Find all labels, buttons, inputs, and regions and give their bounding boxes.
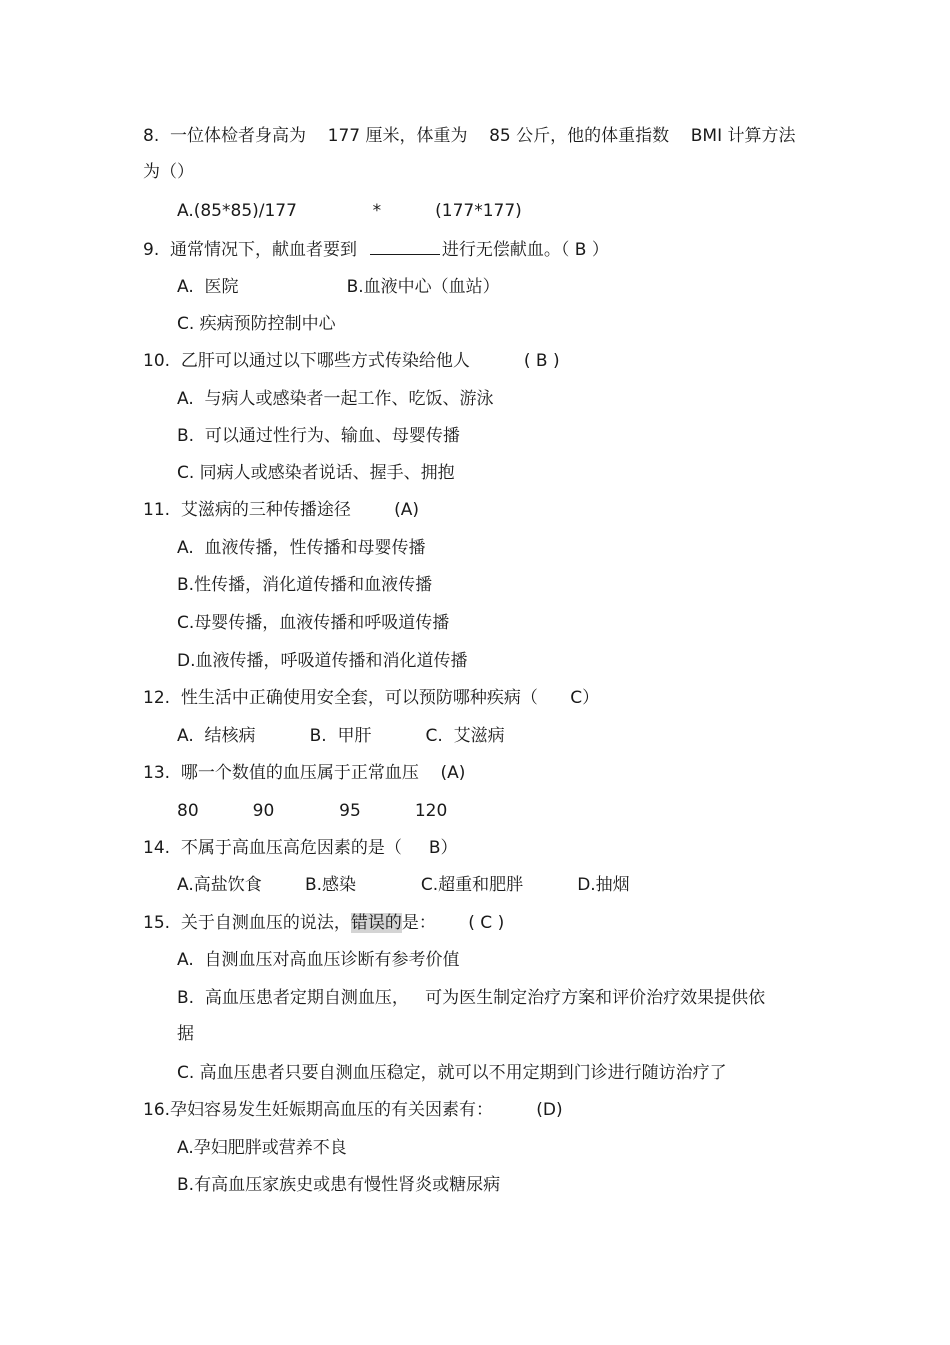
- question-15-stem: [143, 912, 504, 934]
- question-15-option-c: C. 高血压患者只要自测血压稳定，就可以不用定期到门诊进行随访治疗了: [177, 1063, 727, 1083]
- question-9-options: A. 医院 B.血液中心（血站）: [177, 277, 500, 297]
- answer-blank: [370, 238, 440, 255]
- question-11-stem: 11. 艾滋病的三种传播途径 (A): [143, 500, 419, 520]
- question-11-option-a: A. 血液传播，性传播和母婴传播: [177, 538, 426, 558]
- question-8-option-a: A.(85*85)/177 * (177*177): [177, 201, 522, 221]
- question-10-option-c: C. 同病人或感染者说话、握手、拥抱: [177, 463, 455, 483]
- question-15-option-a: A. 自测血压对高血压诊断有参考价值: [177, 950, 460, 970]
- question-16-option-a: A.孕妇肥胖或营养不良: [177, 1138, 347, 1158]
- question-9-option-c: C. 疾病预防控制中心: [177, 314, 336, 334]
- question-11-option-b: B.性传播，消化道传播和血液传播: [177, 575, 433, 595]
- question-11-option-c: C.母婴传播，血液传播和呼吸道传播: [177, 613, 450, 633]
- question-16-stem: 16.孕妇容易发生妊娠期高血压的有关因素有： (D): [143, 1100, 563, 1120]
- highlighted-text: 错误的: [350, 913, 402, 933]
- question-10-stem: 10. 乙肝可以通过以下哪些方式传染给他人 ( B ): [143, 351, 560, 371]
- question-8-stem-cont: 为（）: [143, 162, 194, 182]
- question-12-options: A. 结核病 B. 甲肝 C. 艾滋病: [177, 726, 505, 746]
- question-8-stem: 8. 一位体检者身高为 177 厘米，体重为 85 公斤，他的体重指数 BMI 计算方法: [143, 126, 796, 146]
- question-14-stem: 14. 不属于高血压高危因素的是（ B）: [143, 838, 458, 858]
- question-13-stem: 13. 哪一个数值的血压属于正常血压 (A): [143, 763, 466, 783]
- question-9-stem-before: 9. 通常情况下，献血者要到: [143, 240, 368, 260]
- question-11-option-d: D.血液传播，呼吸道传播和消化道传播: [177, 651, 468, 671]
- question-10-option-b: B. 可以通过性行为、输血、母婴传播: [177, 426, 460, 446]
- question-10-option-a: A. 与病人或感染者一起工作、吃饭、游泳: [177, 389, 494, 409]
- question-9-stem: [143, 238, 609, 261]
- question-15-stem-after: 是： ( C ): [401, 913, 505, 933]
- question-15-stem-before: 15. 关于自测血压的说法，: [143, 913, 351, 933]
- question-16-option-b: B.有高血压家族史或患有慢性肾炎或糖尿病: [177, 1175, 501, 1195]
- question-15-option-b: B. 高血压患者定期自测血压， 可为医生制定治疗方案和评价治疗效果提供依: [177, 988, 766, 1008]
- question-15-option-b-cont: 据: [177, 1024, 194, 1044]
- question-9-stem-after: 进行无偿献血。（ B ）: [441, 240, 609, 260]
- question-12-stem: 12. 性生活中正确使用安全套，可以预防哪种疾病（ C）: [143, 688, 600, 708]
- question-13-values: 80 90 95 120: [177, 801, 448, 821]
- question-14-options: A.高盐饮食 B.感染 C.超重和肥胖 D.抽烟: [177, 875, 630, 895]
